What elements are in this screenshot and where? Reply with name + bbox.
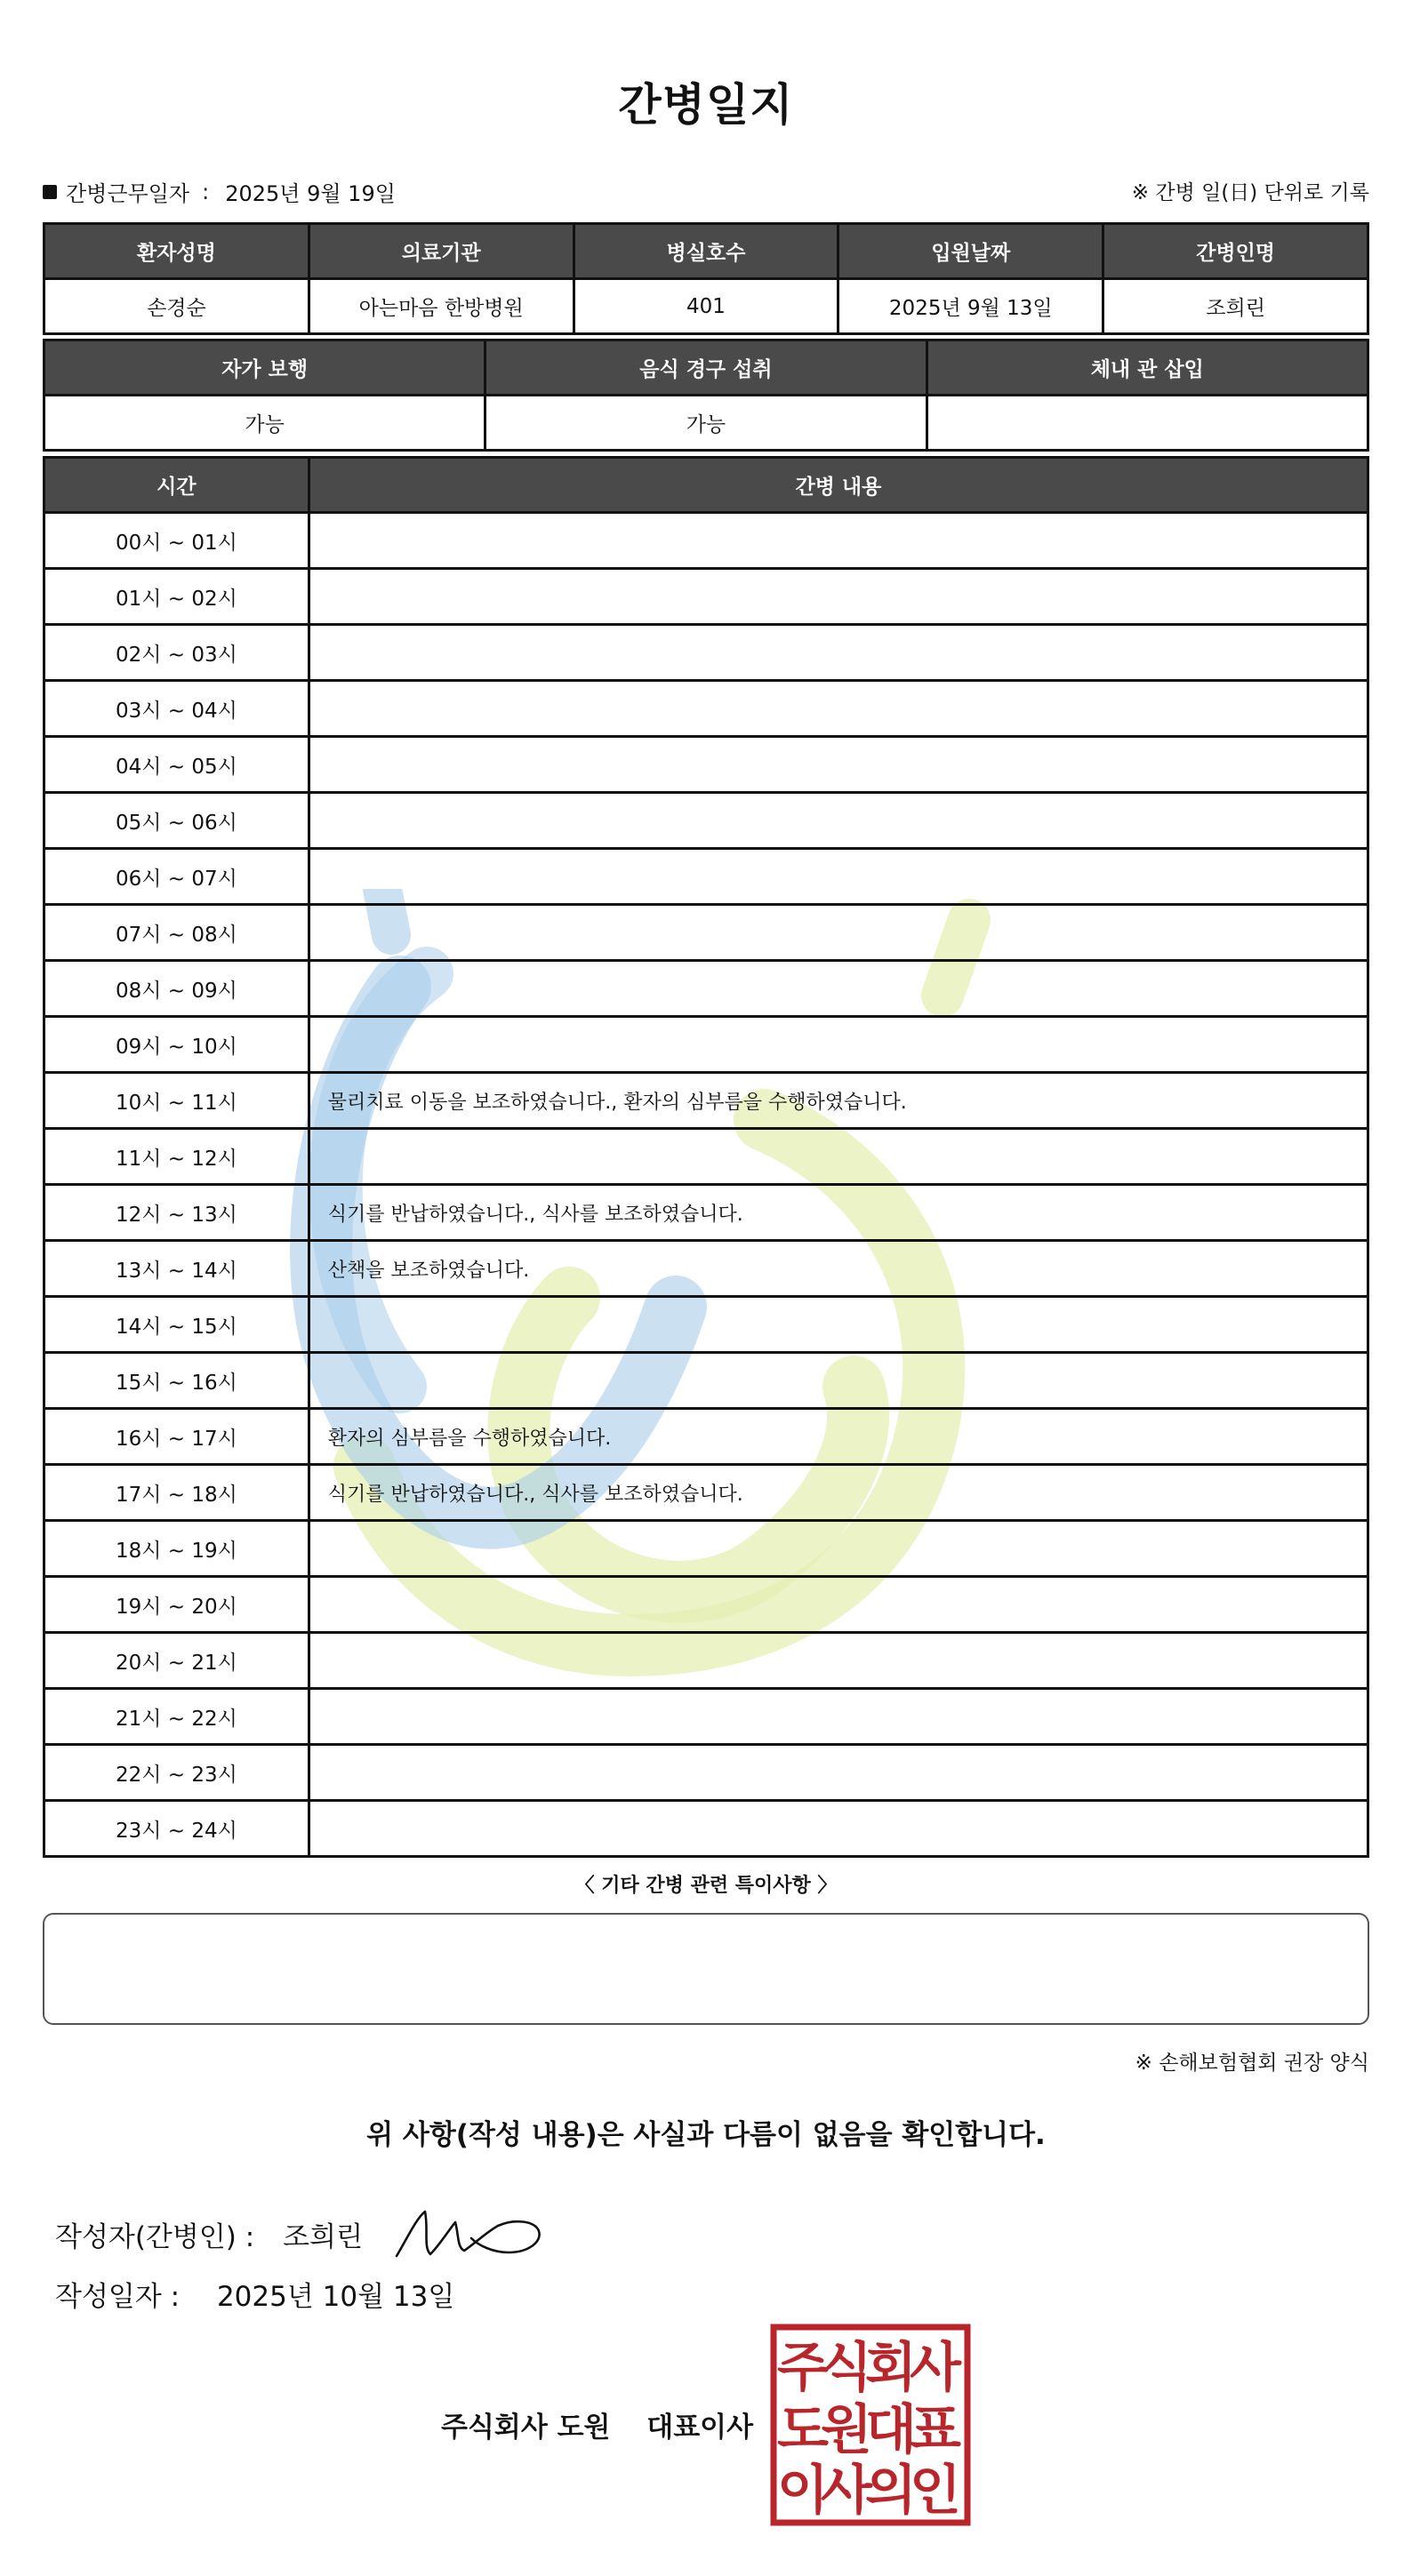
svg-text:대: 대 bbox=[865, 2399, 917, 2461]
time-cell: 07시 ~ 08시 bbox=[44, 905, 309, 961]
care-content-cell bbox=[309, 681, 1368, 737]
care-content-cell bbox=[309, 1353, 1368, 1409]
care-log-table bbox=[43, 456, 1369, 1858]
filled-square-icon bbox=[43, 185, 57, 199]
table-row bbox=[44, 1745, 1368, 1801]
table-row bbox=[44, 849, 1368, 905]
care-content-cell bbox=[309, 1577, 1368, 1633]
care-content-cell bbox=[309, 1297, 1368, 1353]
writer-line bbox=[55, 2203, 546, 2265]
header-oral-intake: 음식 경구 섭취 bbox=[485, 340, 927, 396]
hospital-name: 아는마음 한방병원 bbox=[309, 279, 574, 334]
room-number: 401 bbox=[574, 279, 838, 334]
care-content-cell bbox=[309, 1689, 1368, 1745]
svg-text:주: 주 bbox=[777, 2337, 829, 2399]
svg-text:의: 의 bbox=[865, 2460, 917, 2522]
time-cell: 16시 ~ 17시 bbox=[44, 1409, 309, 1465]
table-row bbox=[44, 1633, 1368, 1689]
time-cell: 09시 ~ 10시 bbox=[44, 1017, 309, 1073]
table-row bbox=[44, 1017, 1368, 1073]
care-content-cell bbox=[309, 1017, 1368, 1073]
header-tube-insertion: 체내 관 삽입 bbox=[927, 340, 1368, 396]
time-cell: 12시 ~ 13시 bbox=[44, 1185, 309, 1241]
work-date-value: 2025년 9월 19일 bbox=[225, 181, 396, 206]
table-row bbox=[44, 681, 1368, 737]
time-cell: 03시 ~ 04시 bbox=[44, 681, 309, 737]
info-value-row bbox=[44, 279, 1368, 334]
care-content-cell bbox=[309, 1521, 1368, 1577]
time-cell: 06시 ~ 07시 bbox=[44, 849, 309, 905]
table-row bbox=[44, 1353, 1368, 1409]
time-cell: 04시 ~ 05시 bbox=[44, 737, 309, 793]
caregiver-name: 조희린 bbox=[1103, 279, 1368, 334]
care-content-cell bbox=[309, 513, 1368, 569]
table-row bbox=[44, 1073, 1368, 1129]
time-cell: 10시 ~ 11시 bbox=[44, 1073, 309, 1129]
care-content-cell bbox=[309, 849, 1368, 905]
svg-text:식: 식 bbox=[821, 2337, 872, 2399]
svg-text:인: 인 bbox=[910, 2460, 961, 2522]
time-cell: 14시 ~ 15시 bbox=[44, 1297, 309, 1353]
oral-intake-value: 가능 bbox=[485, 396, 927, 451]
document-title: 간병일지 bbox=[618, 79, 794, 131]
table-row bbox=[44, 569, 1368, 625]
svg-text:사: 사 bbox=[821, 2460, 872, 2522]
svg-text:사: 사 bbox=[910, 2337, 961, 2399]
time-cell: 05시 ~ 06시 bbox=[44, 793, 309, 849]
info-header-row bbox=[44, 224, 1368, 279]
form-note: ※ 손해보험협회 권장 양식 bbox=[1135, 2052, 1369, 2075]
tube-insertion-value bbox=[927, 396, 1368, 451]
care-content-cell: 식기를 반납하였습니다., 식사를 보조하였습니다. bbox=[309, 1185, 1368, 1241]
time-cell: 22시 ~ 23시 bbox=[44, 1745, 309, 1801]
time-cell: 23시 ~ 24시 bbox=[44, 1801, 309, 1857]
table-row bbox=[44, 1689, 1368, 1745]
time-cell: 02시 ~ 03시 bbox=[44, 625, 309, 681]
table-row bbox=[44, 625, 1368, 681]
header-hospital: 의료기관 bbox=[309, 224, 574, 279]
status-header-row bbox=[44, 340, 1368, 396]
work-date-separator: : bbox=[202, 179, 210, 204]
care-content-cell: 식기를 반납하였습니다., 식사를 보조하였습니다. bbox=[309, 1465, 1368, 1521]
time-cell: 21시 ~ 22시 bbox=[44, 1689, 309, 1745]
care-content-cell bbox=[309, 905, 1368, 961]
table-row bbox=[44, 737, 1368, 793]
writer-label: 작성자(간병인) : bbox=[55, 2220, 255, 2253]
time-cell: 19시 ~ 20시 bbox=[44, 1577, 309, 1633]
work-date-label: 간병근무일자 bbox=[66, 181, 190, 206]
representative-title: 대표이사 bbox=[646, 2412, 754, 2444]
care-content-cell bbox=[309, 625, 1368, 681]
header-self-walking: 자가 보행 bbox=[44, 340, 485, 396]
header-time: 시간 bbox=[44, 458, 309, 513]
status-value-row bbox=[44, 396, 1368, 451]
table-row bbox=[44, 1801, 1368, 1857]
meta-row bbox=[43, 176, 1369, 206]
company-line bbox=[441, 2404, 753, 2444]
header-caregiver-name: 간병인명 bbox=[1103, 224, 1368, 279]
writer-name: 조희린 bbox=[283, 2220, 364, 2253]
table-row bbox=[44, 905, 1368, 961]
svg-text:회: 회 bbox=[865, 2337, 917, 2399]
care-content-cell bbox=[309, 1745, 1368, 1801]
care-content-cell bbox=[309, 569, 1368, 625]
company-name: 주식회사 도원 bbox=[441, 2412, 611, 2444]
table-row bbox=[44, 513, 1368, 569]
time-cell: 20시 ~ 21시 bbox=[44, 1633, 309, 1689]
header-patient-name: 환자성명 bbox=[44, 224, 309, 279]
time-cell: 08시 ~ 09시 bbox=[44, 961, 309, 1017]
care-content-cell: 물리치료 이동을 보조하였습니다., 환자의 심부름을 수행하였습니다. bbox=[309, 1073, 1368, 1129]
write-date-line bbox=[55, 2274, 454, 2314]
care-content-cell: 산책을 보조하였습니다. bbox=[309, 1241, 1368, 1297]
table-row bbox=[44, 1409, 1368, 1465]
time-cell: 18시 ~ 19시 bbox=[44, 1521, 309, 1577]
company-seal-stamp bbox=[770, 2324, 971, 2526]
table-row bbox=[44, 1577, 1368, 1633]
admission-date: 2025년 9월 13일 bbox=[838, 279, 1103, 334]
handwritten-signature bbox=[389, 2203, 546, 2265]
table-row bbox=[44, 793, 1368, 849]
time-cell: 01시 ~ 02시 bbox=[44, 569, 309, 625]
care-content-cell bbox=[309, 1633, 1368, 1689]
table-row bbox=[44, 1185, 1368, 1241]
write-date-label: 작성일자 : bbox=[55, 2281, 181, 2313]
patient-info-table bbox=[43, 222, 1369, 335]
svg-text:원: 원 bbox=[821, 2399, 872, 2461]
patient-status-table bbox=[43, 339, 1369, 452]
header-care-content: 간병 내용 bbox=[309, 458, 1368, 513]
care-content-cell bbox=[309, 1129, 1368, 1185]
special-notes-title: 〈 기타 간병 관련 특이사항 〉 bbox=[574, 1875, 838, 1897]
log-header-row bbox=[44, 458, 1368, 513]
care-content-cell bbox=[309, 1801, 1368, 1857]
care-content-cell: 환자의 심부름을 수행하였습니다. bbox=[309, 1409, 1368, 1465]
care-content-cell bbox=[309, 961, 1368, 1017]
special-notes-box bbox=[43, 1913, 1369, 2025]
care-content-cell bbox=[309, 737, 1368, 793]
confirmation-statement: 위 사항(작성 내용)은 사실과 다름이 없음을 확인합니다. bbox=[366, 2119, 1046, 2151]
time-cell: 17시 ~ 18시 bbox=[44, 1465, 309, 1521]
self-walking-value: 가능 bbox=[44, 396, 485, 451]
care-content-cell bbox=[309, 793, 1368, 849]
svg-text:표: 표 bbox=[910, 2399, 961, 2461]
table-row bbox=[44, 1297, 1368, 1353]
patient-name: 손경순 bbox=[44, 279, 309, 334]
work-date bbox=[43, 176, 396, 207]
time-cell: 11시 ~ 12시 bbox=[44, 1129, 309, 1185]
time-cell: 13시 ~ 14시 bbox=[44, 1241, 309, 1297]
header-room-number: 병실호수 bbox=[574, 224, 838, 279]
time-cell: 15시 ~ 16시 bbox=[44, 1353, 309, 1409]
svg-text:도: 도 bbox=[777, 2399, 829, 2461]
table-row bbox=[44, 1521, 1368, 1577]
unit-note: ※ 간병 일(日) 단위로 기록 bbox=[1131, 181, 1369, 204]
time-cell: 00시 ~ 01시 bbox=[44, 513, 309, 569]
table-row bbox=[44, 1129, 1368, 1185]
table-row bbox=[44, 1241, 1368, 1297]
table-row bbox=[44, 1465, 1368, 1521]
table-row bbox=[44, 961, 1368, 1017]
svg-text:이: 이 bbox=[777, 2460, 829, 2522]
write-date-value: 2025년 10월 13일 bbox=[216, 2281, 455, 2313]
header-admission-date: 입원날짜 bbox=[838, 224, 1103, 279]
